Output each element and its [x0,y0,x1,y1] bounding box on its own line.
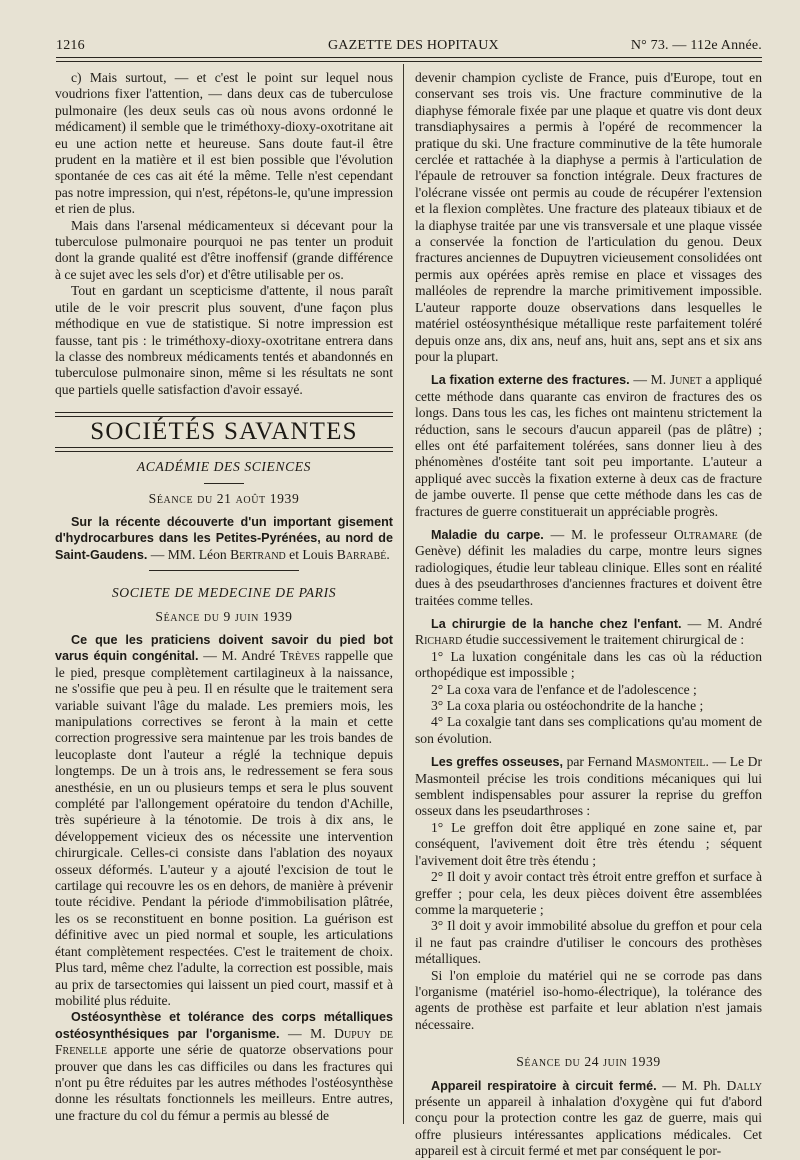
author-name: Dupuy de Frenelle [55,1025,393,1058]
page-number: 1216 [56,38,85,53]
academy-heading: ACADÉMIE DES SCIENCES [136,459,312,475]
paragraph: Mais dans l'arsenal médicamenteux si décevant pour la tuberculose pulmonaire pourquoi ne pas tenter un produit dont la grande qualité est d'être inoffensif (grande différence à ce sujet avec les sels d'or) et d'être utilisable per os. [55,217,393,282]
author-name: Junet [669,372,702,388]
column-divider [403,64,404,1124]
journal-title: GAZETTE DES HOPITAUX [328,38,499,53]
author-name: Barrabé [336,546,387,562]
right-column [415,70,762,1160]
list-item: 1° Le greffon doit être appliqué en zone saine et, par conséquent, l'avivement doit être très étendu ; séquent l'avivement doit être très étendu ; [415,819,762,868]
article-title: Ostéosynthèse et tolérance des corps métalliques ostéosynthésiques par l'organisme. [55,1010,393,1041]
header-rule [56,57,762,58]
paragraph: c) Mais surtout, — et c'est le point sur lequel nous voudrions fixer l'attention, — dans deux cas de tuberculose pulmonaire (les deux seuls cas où nous avons ordonné le médicament) il semble que le triméthoxy-dioxy-oxotritane ait eu une action nette et heureuse. Sans doute faut-il être prudent en la matière et il est bien possible que l'évolution spontanée de ces cas ait été la même. Telle n'est cependant pas notre impression, qui n'est, répétons-le, qu'une impression et rien de plus. [55,70,393,217]
list-item: 3° La coxa plaria ou ostéochondrite de la hanche ; [431,698,704,714]
author-name: Bertrand [230,546,286,562]
article-title: Appareil respiratoire à circuit fermé. [431,1078,657,1093]
article-title: Sur la récente découverte d'un important gisement d'hydrocarbures dans les Petites-Pyrénées, au nord de Saint-Gaudens. [55,514,393,562]
author-name: Richard [415,632,463,648]
header-rule-secondary [56,61,762,62]
page-header [56,34,762,56]
article-title: La fixation externe des fractures. [431,373,630,388]
article-osteosynthese: Ostéosynthèse et tolérance des corps métalliques ostéosynthésiques par l'organisme. — M. Dupuy de Frenelle apporte une série de quatorze observations pour prouver que dans les cas difficiles ou dans les fractures qui n'ont pu être réduites par les autres méthodes l'ostéosynthèse donne les résultats fonctionnels les meilleurs. Entre autres, une fracture du col du fémur a permis au blessé de [55,1010,393,1123]
list-item: 4° La coxalgie tant dans ses complications qu'au moment de son évolution. [415,714,762,746]
session-date: Séance du 9 juin 1939 [155,608,293,624]
article-carpe: Maladie du carpe. — M. le professeur Oltramare (de Genève) définit les maladies du carpe, montre leurs signes radiologiques, étudie leur tableau clinique. Elles sont en réalité dues à des pseudarthroses d'anciennes fractures et doivent être traitées comme telles. [415,526,762,608]
author-name: Dally [726,1077,762,1093]
paragraph: Tout en gardant un scepticisme d'attente, il nous paraît utile de le voir prescrit plus souvent, d'une façon plus méthodique en vue de statistique. Si notre impression est fausse, tant pis : le triméthoxy-dioxy-oxotritane entrera dans la classe des nombreux médicaments tentés et abandonnés en tuberculose pulmonaire sinon, même si les résultats ne sont que partiels quelle satisfaction d'avoir essayé. [55,283,393,397]
author-name: Trèves [279,648,320,664]
author-name: Oltramare [673,526,738,542]
paragraph: devenir champion cycliste de France, puis d'Europe, tout en conservant ses trois vis. Une fracture comminutive de la diaphyse fémorale fixée par une plaque et quatre vis dont deux transdiaphysaires a permis à l'opéré de recommencer la pratique du ski. Une fracture comminutive de la tête humorale cerclée et rattachée à la diaphyse a permis à l'articulation de l'épaule de retrouver sa fonction intégrale. Deux fractures de l'olécrane vissée ont permis au coude de récupérer l'extension et la flexion complètes. Une fracture des plateaux tibiaux et de la diaphyse traitée par une vis transversale et une plaque vissée a conservée la fonction de l'articulation du genou. Deux fractures anciennes de Dupuytren vicieusement consolidées ont permis aux opérées après remise en place et vissages des malléoles de reprendre la marche primitivement impossible. L'auteur rapporte douze observations dans lesquelles le matériel ostéosynthésique métallique reste parfaitement toléré depuis onze ans, dix ans, neuf ans, huit ans, sept ans et six ans pour la plupart. [415,70,762,364]
list-item: 1° La luxation congénitale dans les cas où la réduction orthopédique est impossible ; [415,648,762,681]
society-heading: SOCIETE DE MEDECINE DE PARIS [111,585,337,601]
article-appareil: Appareil respiratoire à circuit fermé. — M. Ph. Dally présente un appareil à inhalation d'oxygène qui fut d'abord conçu pour la protection contre les gaz de guerre, mais qui offre plusieurs intéressantes applications médicales. Cet appareil est à circuit fermé et met par conséquent le por- [415,1077,762,1159]
list-item: 2° Il doit y avoir contact très étroit entre greffon et surface à greffer ; pour cela, les deux pièces doivent être assemblées comme la marqueterie ; [415,869,762,917]
list-item: 3° Il doit y avoir immobilité absolue du greffon et pour cela il ne faut pas craindre d'utiliser le concours des prothèses métalliques. [415,918,762,967]
issue-number: N° 73. — 112e Année. [630,38,762,53]
list-item: 2° La coxa vara de l'enfance et de l'adolescence ; [431,681,697,697]
article-title: Ce que les praticiens doivent savoir du pied bot varus équin congénital. [55,632,393,664]
article-title: La chirurgie de la hanche chez l'enfant. [431,617,682,631]
section-title: SOCIÉTÉS SAVANTES [90,418,358,446]
article-greffes: Les greffes osseuses, par Fernand Masmonteil. — Le Dr Masmonteil précise les trois conditions mécaniques qui lui semblent indispensables pour assurer la reprise du greffon osseux dans les pseudarthroses : [415,754,762,819]
author-name: Masmonteil [635,754,706,770]
session-date: Séance du 21 août 1939 [148,490,300,506]
article-pied-bot: Ce que les praticiens doivent savoir du pied bot varus équin congénital. — M. André Trèves rappelle que le pied, presque complètement cartilagineux à la naissance, ne s'ossifie que peu à peu. Il en résulte que le traitement sera variable suivant l'âge du malade. Les premiers mois, les manipulations correctives se feront à la main et cette correction progressive sera maintenue par les trois bandes de leucoplaste dont l'auteur a réglé la technique depuis longtemps. De un à trois ans, le redressement se fera sous anesthésie, en un ou plusieurs temps et sera le plus souvent complété par l'allongement opératoire du tendon d'Achille, très supérieure à la ténotomie. De trois à dix ans, le développement vicieux des os nécessite une intervention chirurgicale. Celles-ci consiste dans l'ablation des noyaux osseux déformés. L'auteur y a ajouté l'excision de tout le cartilage qui recouvre les os en dehors, de manière à prévenir toute récidive. Pendant la période d'immobilisation plâtrée, les os se reconstituent en bonne position. La guérison est définitive avec un pied normal et souple, les articulations étant complètement respectées. C'est le traitement de choix. Plus tard, même chez l'adulte, la correction est possible, mais au prix de tarsectomies qui laissent un pied court, massif et à mobilité plus réduite. [55,632,393,1008]
article-title: Les greffes osseuses, [431,755,563,770]
left-column [55,70,393,1124]
article-hanche: La chirurgie de la hanche chez l'enfant. — M. André Richard étudie successivement le traitement chirurgical de : [415,616,762,648]
session-date: Séance du 24 juin 1939 [516,1054,661,1070]
article-academy: Sur la récente découverte d'un important gisement d'hydrocarbures dans les Petites-Pyrénées, au nord de Saint-Gaudens. — MM. Léon Bertrand et Louis Barrabé. [55,514,393,562]
article-title: Maladie du carpe. [431,527,544,542]
article-fixation: La fixation externe des fractures. — M. Junet a appliqué cette méthode dans quarante cas environ de fractures des os longs. Dans tous les cas, les fiches ont maintenu strictement la réduction, sans le secours d'aucun appareil (pas de plâtre) ; elles ont été parfaitement tolérées, sans donner lieu à des phénomènes d'ostéite tant soit peu importante. L'auteur a appliqué avec succès la fixation externe à deux cas de fracture de jambe ouverte. Il pense que cette méthode dans les cas de fractures de guerre constituerait un appréciable progrès. [415,372,763,519]
paragraph: Si l'on emploie du matériel qui ne se corrode pas dans l'organisme (matériel iso-homo-électrique), la tolérance des agents de prothèse est parfaite et leur ablation n'est jamais nécessaire. [415,967,762,1032]
